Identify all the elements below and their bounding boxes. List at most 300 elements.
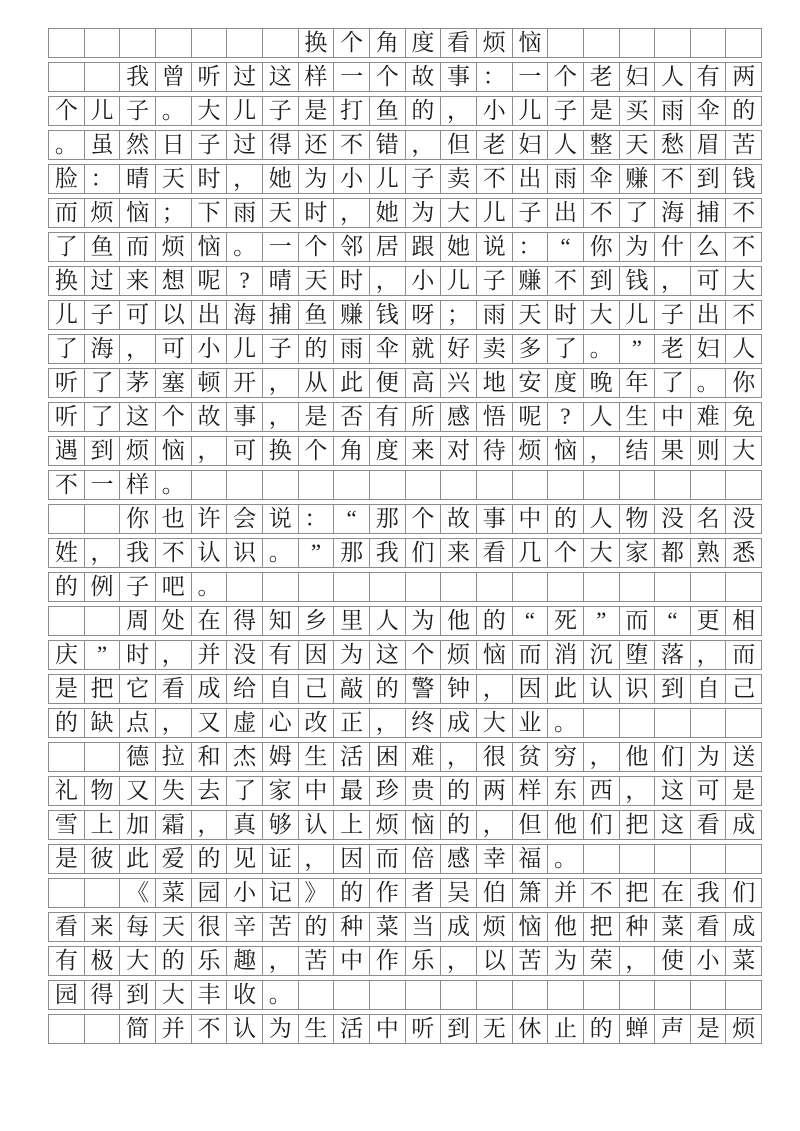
grid-cell-char: 姆 <box>263 743 299 771</box>
grid-cell-char: 的 <box>49 709 85 737</box>
grid-cell-char: 晴 <box>120 165 156 193</box>
grid-cell-char: 《 <box>120 879 156 907</box>
grid-cell-char: 儿 <box>370 165 406 193</box>
grid-cell-char: 的 <box>584 1015 620 1043</box>
grid-cell-char: 遇 <box>49 437 85 465</box>
grid-cell-char: 的 <box>441 777 477 805</box>
grid-cell-char: 当 <box>406 913 442 941</box>
grid-row <box>48 810 762 840</box>
grid-cell-empty <box>299 471 335 499</box>
grid-cell-char: 时 <box>192 165 228 193</box>
grid-cell-char: 样 <box>299 63 335 91</box>
grid-cell-char: 这 <box>120 403 156 431</box>
grid-cell-char: 看 <box>49 913 85 941</box>
grid-cell-char: 的 <box>334 879 370 907</box>
grid-row <box>48 232 762 262</box>
grid-cell-char: 子 <box>192 131 228 159</box>
grid-cell-char: 穷 <box>548 743 584 771</box>
grid-cell-char: 天 <box>156 165 192 193</box>
grid-cell-char: 海 <box>85 335 121 363</box>
grid-cell-char: 妇 <box>513 131 549 159</box>
grid-cell-char: 庆 <box>49 641 85 669</box>
grid-cell-char: 可 <box>691 777 727 805</box>
grid-cell-char: 个 <box>370 63 406 91</box>
grid-cell-char: 终 <box>406 709 442 737</box>
grid-cell-char: 果 <box>655 437 691 465</box>
grid-cell-char: 辛 <box>227 913 263 941</box>
grid-cell-char: 幸 <box>477 845 513 873</box>
grid-cell-empty <box>227 573 263 601</box>
grid-row <box>48 980 762 1010</box>
grid-cell-char: 儿 <box>477 199 513 227</box>
grid-cell-char: 老 <box>655 335 691 363</box>
grid-cell-char: 改 <box>299 709 335 737</box>
grid-cell-char: 一 <box>334 63 370 91</box>
grid-cell-empty <box>85 29 121 57</box>
grid-cell-char: 和 <box>192 743 228 771</box>
grid-cell-char: 了 <box>655 369 691 397</box>
grid-cell-char: 可 <box>691 267 727 295</box>
grid-cell-char: 悉 <box>732 540 756 565</box>
grid-cell-char: 人 <box>584 505 620 533</box>
grid-cell-char: 不 <box>156 539 192 567</box>
grid-cell-char: 记 <box>263 879 299 907</box>
grid-cell-char: 个 <box>548 539 584 567</box>
grid-cell-char: 呀 <box>406 301 442 329</box>
grid-cell-char: 听 <box>49 369 85 397</box>
grid-cell-empty <box>477 981 513 1009</box>
grid-cell-char: 到 <box>120 981 156 1009</box>
grid-cell-char: 角 <box>334 437 370 465</box>
grid-cell-char: ： <box>477 63 513 91</box>
grid-cell-char: 恼 <box>513 29 549 57</box>
grid-cell-char: ， <box>691 641 727 669</box>
grid-cell-char: 伯 <box>477 879 513 907</box>
grid-cell-empty <box>370 471 406 499</box>
grid-cell-char: 这 <box>370 641 406 669</box>
grid-cell-char: 点 <box>120 709 156 737</box>
grid-cell-char: 种 <box>620 913 656 941</box>
grid-cell-char: 了 <box>49 335 85 363</box>
grid-cell-char: 们 <box>732 880 756 905</box>
grid-cell-char: 晴 <box>263 267 299 295</box>
grid-cell-char: 没 <box>655 505 691 533</box>
grid-cell-char: 东 <box>548 777 584 805</box>
grid-cell-char: 彼 <box>85 845 121 873</box>
grid-cell-char: 西 <box>584 777 620 805</box>
grid-cell-char: 己 <box>299 675 335 703</box>
grid-cell-empty <box>334 981 370 1009</box>
grid-cell-char: 苦 <box>299 947 335 975</box>
grid-cell-char: 以 <box>156 301 192 329</box>
grid-cell-char: 恼 <box>406 811 442 839</box>
grid-cell-char: 。 <box>192 573 228 601</box>
grid-cell-char: 那 <box>370 505 406 533</box>
grid-cell-char: 雨 <box>227 199 263 227</box>
grid-cell-char: 整 <box>584 131 620 159</box>
grid-cell-char: 乡 <box>299 607 335 635</box>
grid-cell-char: 错 <box>370 131 406 159</box>
grid-cell-char: 在 <box>192 607 228 635</box>
grid-cell-char: 小 <box>192 335 228 363</box>
grid-cell-char: 儿 <box>85 97 121 125</box>
grid-cell-char: 儿 <box>620 301 656 329</box>
grid-cell-char: 小 <box>477 97 513 125</box>
grid-cell-char: 警 <box>406 675 442 703</box>
grid-cell-char: 看 <box>691 913 727 941</box>
grid-cell-char: 家 <box>263 777 299 805</box>
grid-cell-empty <box>620 709 656 737</box>
grid-cell-char: 个 <box>406 641 442 669</box>
grid-cell-char: 认 <box>299 811 335 839</box>
grid-cell-char: 不 <box>655 165 691 193</box>
grid-cell-char: 钟 <box>441 675 477 703</box>
grid-cell-char: 不 <box>49 471 85 499</box>
grid-cell-char: 样 <box>513 777 549 805</box>
grid-cell-char: 样 <box>120 471 156 499</box>
grid-cell-char: 无 <box>477 1015 513 1043</box>
grid-cell-char: 极 <box>85 947 121 975</box>
grid-row <box>48 606 762 636</box>
grid-cell-char: 会 <box>227 505 263 533</box>
grid-cell-char: 听 <box>49 403 85 431</box>
grid-cell-char: 钱 <box>370 301 406 329</box>
grid-cell-char: 不 <box>192 1015 228 1043</box>
grid-cell-char: 把 <box>85 675 121 703</box>
grid-cell-empty <box>49 63 85 91</box>
grid-cell-char: 己 <box>732 676 756 701</box>
grid-cell-char: 时 <box>120 641 156 669</box>
grid-cell-char: 人 <box>548 131 584 159</box>
grid-cell-char: 烦 <box>477 913 513 941</box>
grid-cell-char: 是 <box>49 845 85 873</box>
grid-cell-char: 收 <box>227 981 263 1009</box>
grid-cell-char: 可 <box>156 335 192 363</box>
grid-cell-char: 此 <box>334 369 370 397</box>
grid-cell-char: 多 <box>513 335 549 363</box>
grid-cell-char: 认 <box>227 1015 263 1043</box>
grid-cell-char: 了 <box>85 369 121 397</box>
grid-cell-char: 吴 <box>441 879 477 907</box>
grid-cell-char: 来 <box>406 437 442 465</box>
grid-cell-empty <box>548 29 584 57</box>
grid-cell-char: 可 <box>120 301 156 329</box>
grid-cell-char: 来 <box>441 539 477 567</box>
grid-cell-char: 是 <box>584 97 620 125</box>
grid-cell-char: 这 <box>655 777 691 805</box>
grid-cell-char: 自 <box>263 675 299 703</box>
grid-cell-char: 烦 <box>441 641 477 669</box>
grid-cell-empty <box>584 471 620 499</box>
grid-row-title <box>48 28 762 58</box>
grid-row <box>48 878 762 908</box>
grid-cell-char: 趣 <box>227 947 263 975</box>
grid-cell-char: 乐 <box>406 947 442 975</box>
grid-cell-char: 时 <box>548 301 584 329</box>
grid-cell-empty <box>620 573 656 601</box>
grid-cell-char: 子 <box>263 97 299 125</box>
grid-cell-char: “ <box>548 233 584 261</box>
grid-cell-char: 到 <box>584 267 620 295</box>
grid-cell-char: 开 <box>227 369 263 397</box>
grid-cell-empty <box>620 471 656 499</box>
grid-cell-char: 来 <box>120 267 156 295</box>
grid-cell-char: 苦 <box>263 913 299 941</box>
grid-cell-char: 子 <box>120 97 156 125</box>
grid-row <box>48 402 762 432</box>
grid-cell-char: ， <box>584 743 620 771</box>
grid-cell-char: ” <box>85 641 121 669</box>
grid-cell-char: 雪 <box>49 811 85 839</box>
grid-cell-char: 塞 <box>156 369 192 397</box>
grid-cell-char: 烦 <box>370 811 406 839</box>
grid-cell-empty <box>299 573 335 601</box>
grid-cell-char: 出 <box>548 199 584 227</box>
grid-cell-empty <box>513 981 549 1009</box>
grid-cell-char: 没 <box>732 506 756 531</box>
grid-cell-char: 但 <box>513 811 549 839</box>
grid-cell-char: 把 <box>620 811 656 839</box>
grid-cell-char: 顿 <box>192 369 228 397</box>
grid-cell-char: 证 <box>263 845 299 873</box>
grid-row <box>48 640 762 670</box>
grid-cell-char: 敲 <box>334 675 370 703</box>
grid-cell-empty <box>192 471 228 499</box>
grid-cell-empty <box>655 573 691 601</box>
grid-cell-char: ， <box>120 335 156 363</box>
grid-cell-char: 而 <box>732 642 756 667</box>
grid-cell-char: 他 <box>548 811 584 839</box>
grid-cell-char: 赚 <box>620 165 656 193</box>
grid-cell-char: 出 <box>513 165 549 193</box>
grid-cell-char: 小 <box>227 879 263 907</box>
grid-cell-char: 因 <box>513 675 549 703</box>
grid-cell-char: 兴 <box>441 369 477 397</box>
grid-cell-char: 个 <box>548 63 584 91</box>
grid-cell-char: 感 <box>441 845 477 873</box>
grid-cell-char: 者 <box>406 879 442 907</box>
grid-cell-empty <box>227 471 263 499</box>
grid-cell-char: 子 <box>548 97 584 125</box>
grid-cell-char: 可 <box>227 437 263 465</box>
grid-cell-char: 换 <box>263 437 299 465</box>
grid-cell-char: 买 <box>620 97 656 125</box>
grid-cell-char: 时 <box>334 267 370 295</box>
grid-cell-char: 出 <box>192 301 228 329</box>
grid-cell-char: 晚 <box>584 369 620 397</box>
grid-cell-char: 贵 <box>406 777 442 805</box>
grid-cell-char: 天 <box>156 913 192 941</box>
grid-cell-char: 而 <box>49 199 85 227</box>
grid-cell-char: “ <box>334 505 370 533</box>
grid-cell-char: 的 <box>548 505 584 533</box>
grid-cell-char: 一 <box>85 471 121 499</box>
grid-cell-empty <box>441 981 477 1009</box>
grid-cell-char: ： <box>513 233 549 261</box>
grid-cell-char: 为 <box>620 233 656 261</box>
grid-cell-char: 子 <box>85 301 121 329</box>
grid-cell-char: ， <box>477 675 513 703</box>
grid-cell-char: 角 <box>370 29 406 57</box>
grid-cell-char: 过 <box>85 267 121 295</box>
grid-cell-empty <box>726 845 761 873</box>
grid-cell-char: ， <box>406 131 442 159</box>
grid-cell-char: 最 <box>334 777 370 805</box>
grid-cell-char: 人 <box>655 63 691 91</box>
grid-cell-empty <box>370 573 406 601</box>
grid-cell-char: 但 <box>441 131 477 159</box>
grid-row <box>48 946 762 976</box>
grid-cell-empty <box>263 573 299 601</box>
grid-cell-empty <box>620 981 656 1009</box>
grid-cell-char: 度 <box>406 29 442 57</box>
grid-cell-char: 把 <box>620 879 656 907</box>
grid-cell-char: 悟 <box>477 403 513 431</box>
grid-cell-char: 便 <box>370 369 406 397</box>
grid-cell-char: 的 <box>49 573 85 601</box>
grid-cell-char: ， <box>584 437 620 465</box>
grid-cell-char: 苦 <box>732 132 756 157</box>
grid-cell-char: “ <box>513 607 549 635</box>
grid-cell-char: ， <box>156 709 192 737</box>
grid-row <box>48 470 762 500</box>
grid-cell-empty <box>726 981 761 1009</box>
grid-cell-char: 看 <box>477 539 513 567</box>
grid-cell-char: 失 <box>156 777 192 805</box>
grid-cell-char: 不 <box>477 165 513 193</box>
grid-cell-empty <box>49 1015 85 1043</box>
grid-cell-char: 沉 <box>584 641 620 669</box>
grid-cell-char: ， <box>441 743 477 771</box>
grid-cell-char: ， <box>85 539 121 567</box>
grid-cell-char: 姓 <box>49 539 85 567</box>
grid-cell-char: 大 <box>441 199 477 227</box>
grid-cell-char: 心 <box>263 709 299 737</box>
grid-cell-char: 说 <box>477 233 513 261</box>
grid-cell-char: 大 <box>120 947 156 975</box>
grid-cell-char: 不 <box>584 879 620 907</box>
grid-cell-empty <box>49 607 85 635</box>
grid-cell-char: 个 <box>49 97 85 125</box>
grid-cell-char: ” <box>620 335 656 363</box>
grid-cell-char: 为 <box>548 947 584 975</box>
grid-cell-char: 到 <box>655 675 691 703</box>
grid-cell-empty <box>49 743 85 771</box>
grid-cell-char: 了 <box>49 233 85 261</box>
grid-cell-char: ， <box>156 641 192 669</box>
grid-cell-char: 大 <box>584 301 620 329</box>
grid-cell-char: 愁 <box>655 131 691 159</box>
grid-cell-char: 是 <box>691 1015 727 1043</box>
grid-cell-char: ： <box>299 505 335 533</box>
grid-cell-char: 眉 <box>691 131 727 159</box>
grid-cell-char: 小 <box>406 267 442 295</box>
grid-cell-char: 成 <box>441 709 477 737</box>
grid-cell-char: 我 <box>120 539 156 567</box>
grid-cell-char: 子 <box>120 573 156 601</box>
grid-cell-char: 的 <box>477 607 513 635</box>
grid-cell-char: 作 <box>370 947 406 975</box>
grid-cell-char: 地 <box>477 369 513 397</box>
grid-cell-char: 故 <box>192 403 228 431</box>
grid-cell-char: 时 <box>299 199 335 227</box>
grid-cell-char: 死 <box>548 607 584 635</box>
grid-cell-char: 识 <box>620 675 656 703</box>
grid-cell-char: 中 <box>299 777 335 805</box>
grid-cell-char: 。 <box>49 131 85 159</box>
grid-cell-char: 了 <box>227 777 263 805</box>
grid-cell-char: 大 <box>477 709 513 737</box>
grid-cell-char: 生 <box>299 1015 335 1043</box>
grid-cell-char: 。 <box>691 369 727 397</box>
grid-cell-empty <box>691 471 727 499</box>
grid-cell-char: 呢 <box>192 267 228 295</box>
grid-cell-char: 不 <box>732 302 756 327</box>
grid-cell-char: 的 <box>156 947 192 975</box>
grid-cell-char: 你 <box>120 505 156 533</box>
grid-cell-char: 。 <box>156 471 192 499</box>
grid-cell-char: 邻 <box>334 233 370 261</box>
grid-row <box>48 674 762 704</box>
grid-cell-char: 吧 <box>156 573 192 601</box>
grid-cell-char: 烦 <box>120 437 156 465</box>
grid-cell-char: 她 <box>370 199 406 227</box>
grid-cell-empty <box>85 63 121 91</box>
grid-cell-empty <box>334 573 370 601</box>
grid-cell-char: 有 <box>691 63 727 91</box>
grid-cell-char: 成 <box>192 675 228 703</box>
grid-cell-char: 声 <box>655 1015 691 1043</box>
grid-cell-char: 儿 <box>513 97 549 125</box>
grid-cell-char: 好 <box>441 335 477 363</box>
grid-cell-empty <box>655 471 691 499</box>
grid-cell-char: 看 <box>441 29 477 57</box>
grid-cell-char: 正 <box>334 709 370 737</box>
grid-cell-empty <box>192 29 228 57</box>
grid-cell-char: 许 <box>192 505 228 533</box>
grid-cell-char: ， <box>192 437 228 465</box>
grid-cell-char: 跟 <box>406 233 442 261</box>
grid-cell-char: 去 <box>192 777 228 805</box>
grid-cell-char: 拉 <box>156 743 192 771</box>
grid-row <box>48 708 762 738</box>
grid-cell-char: ” <box>584 607 620 635</box>
grid-cell-char: 熟 <box>691 539 727 567</box>
grid-cell-empty <box>49 879 85 907</box>
grid-cell-char: 儿 <box>227 97 263 125</box>
grid-cell-char: 这 <box>263 63 299 91</box>
grid-cell-char: 我 <box>370 539 406 567</box>
grid-cell-char: 否 <box>334 403 370 431</box>
grid-cell-char: 大 <box>192 97 228 125</box>
grid-row <box>48 300 762 330</box>
grid-cell-char: 你 <box>732 370 756 395</box>
grid-cell-char: 事 <box>441 63 477 91</box>
grid-cell-char: 个 <box>299 233 335 261</box>
grid-cell-char: 卖 <box>441 165 477 193</box>
grid-cell-char: 大 <box>732 268 756 293</box>
grid-cell-char: 处 <box>156 607 192 635</box>
grid-cell-char: 个 <box>156 403 192 431</box>
grid-cell-char: 烦 <box>156 233 192 261</box>
grid-cell-char: 出 <box>691 301 727 329</box>
grid-cell-char: ； <box>156 199 192 227</box>
grid-cell-char: 。 <box>548 845 584 873</box>
composition-grid <box>48 28 762 1048</box>
grid-cell-char: 他 <box>441 607 477 635</box>
grid-cell-char: 送 <box>732 744 756 769</box>
grid-cell-char: ， <box>655 267 691 295</box>
